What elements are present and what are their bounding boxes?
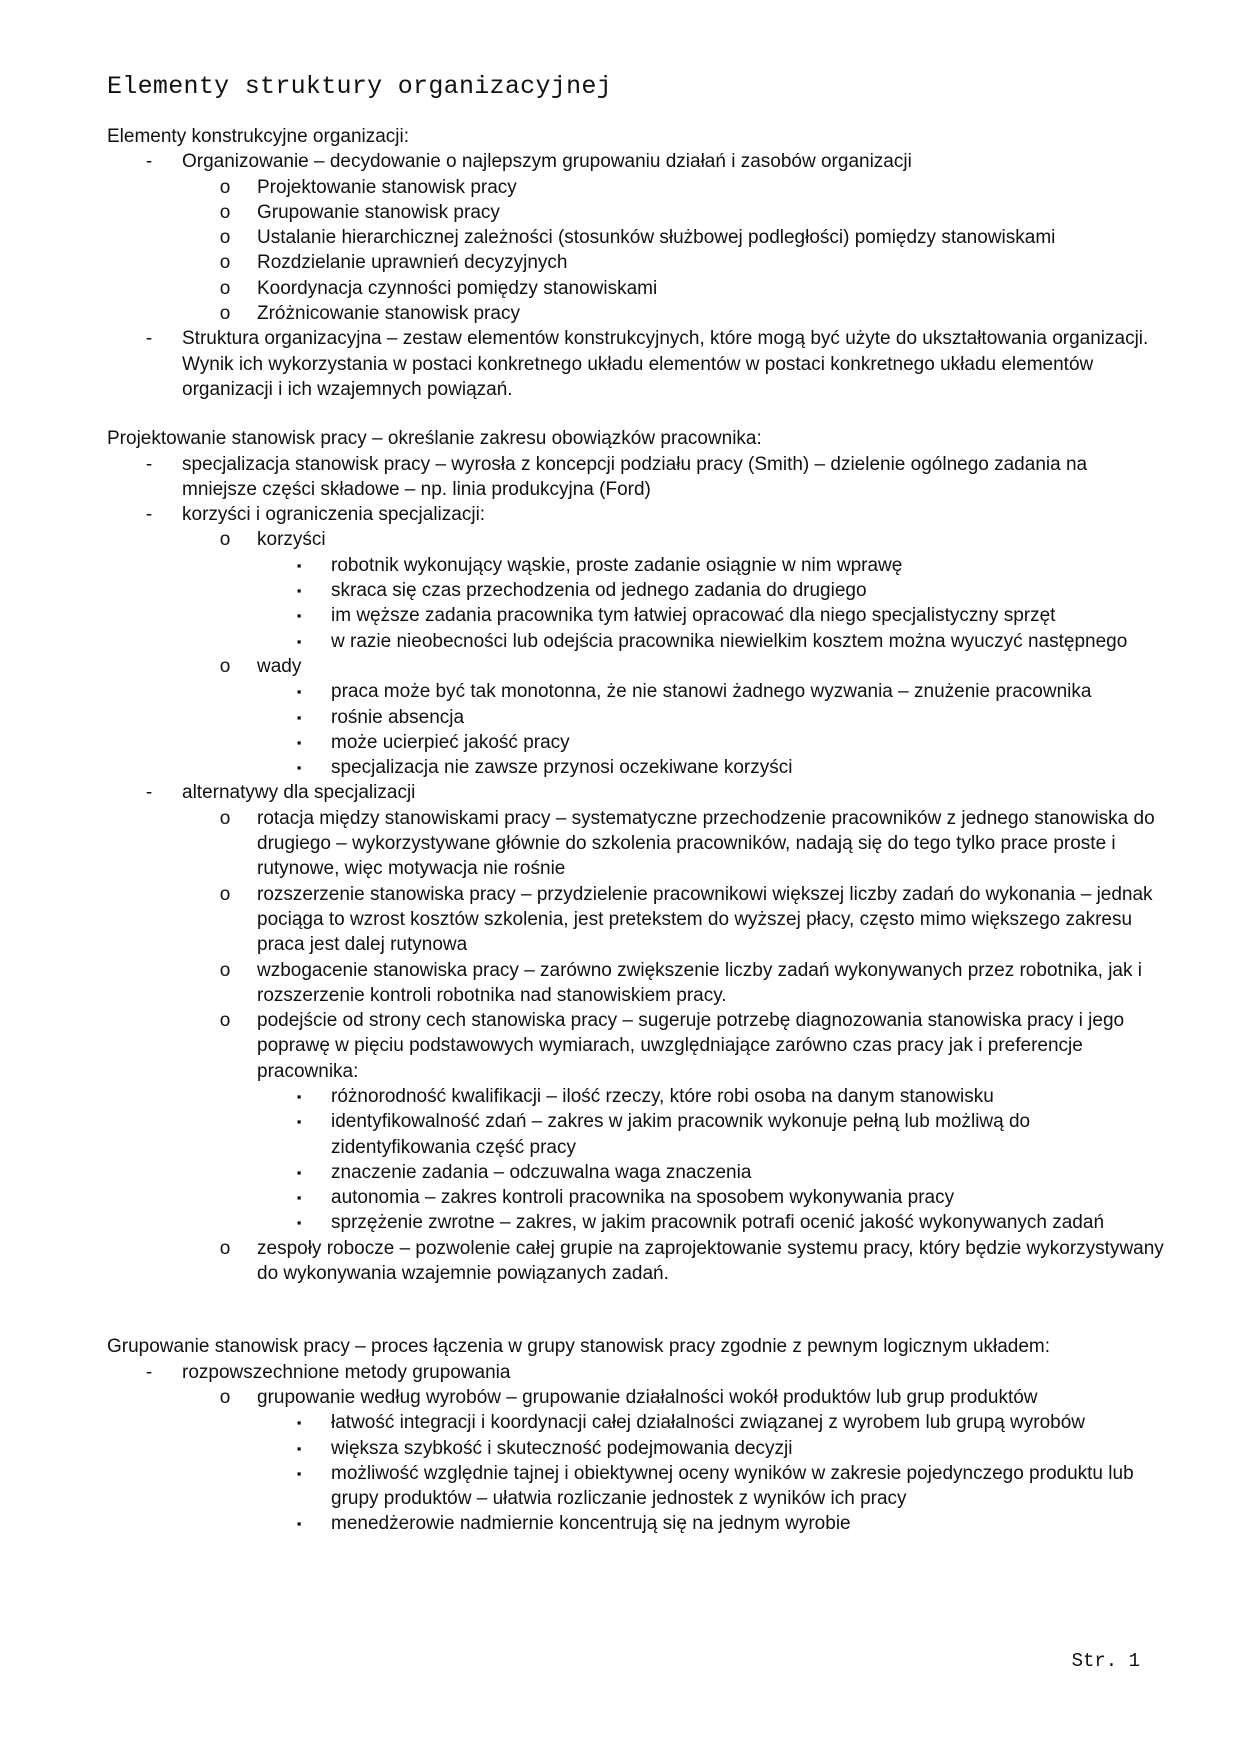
page-number: Str. 1 <box>1071 1650 1140 1672</box>
dash-bullet: - <box>145 453 153 475</box>
list-item-text: rośnie absencja <box>331 706 465 728</box>
list-item <box>107 1360 1167 1385</box>
list-item <box>107 1210 1167 1235</box>
square-bullet: ▪ <box>296 709 302 725</box>
list-item <box>107 1436 1167 1461</box>
list-item-text: skraca się czas przechodzenia od jednego zadania do drugiego <box>331 580 867 602</box>
circle-bullet: o <box>219 959 231 981</box>
section-intro: Grupowanie stanowisk pracy – proces łączenia w grupy stanowisk pracy zgodnie z pewnym logicznym układem: <box>107 1336 1051 1358</box>
list-item-text: praca może być tak monotonna, że nie stanowi żadnego wyzwania – znużenie pracownika <box>331 681 1092 703</box>
list-item <box>107 705 1167 730</box>
list-item <box>107 502 1167 527</box>
dash-bullet: - <box>145 504 153 526</box>
square-bullet: ▪ <box>296 583 302 599</box>
list-item <box>107 326 1167 402</box>
list-item-text: Grupowanie stanowisk pracy <box>257 201 500 223</box>
list-item <box>107 882 1167 958</box>
list-item <box>107 755 1167 780</box>
circle-bullet: o <box>219 529 231 551</box>
list-item-text: możliwość względnie tajnej i obiektywnej oceny wyników w zakresie pojedynczego produktu lub grupy produktów – ułatwia rozliczanie jednostek z wyników ich pracy <box>331 1462 1134 1510</box>
dash-bullet: - <box>145 782 153 804</box>
list-item-text: może ucierpieć jakość pracy <box>331 731 570 753</box>
list-item <box>107 730 1167 755</box>
square-bullet: ▪ <box>296 734 302 750</box>
list-item <box>107 958 1167 1009</box>
list-item <box>107 250 1167 275</box>
list-item-text: Organizowanie – decydowanie o najlepszym grupowaniu działań i zasobów organizacji <box>182 151 912 173</box>
list-item-text: podejście od strony cech stanowiska pracy – sugeruje potrzebę diagnozowania stanowiska pracy i jego poprawę w pięciu podstawowych wymiarach, uwzględniające zarówno czas pracy jak i preferencje pracownika: <box>257 1010 1125 1082</box>
circle-bullet: o <box>219 883 231 905</box>
circle-bullet: o <box>219 252 231 274</box>
list-item-text: różnorodność kwalifikacji – ilość rzeczy, które robi osoba na danym stanowisku <box>331 1085 994 1107</box>
square-bullet: ▪ <box>296 760 302 776</box>
list-item-text: specjalizacja nie zawsze przynosi oczekiwane korzyści <box>331 757 793 779</box>
circle-bullet: o <box>219 227 231 249</box>
list-item-text: identyfikowalność zdań – zakres w jakim pracownik wykonuje pełną lub możliwą do zidentyfikowania część pracy <box>331 1111 1031 1158</box>
list-item <box>107 225 1167 250</box>
circle-bullet: o <box>219 201 231 223</box>
square-bullet: ▪ <box>296 1164 302 1180</box>
list-item <box>107 175 1167 200</box>
list-item-text: wady <box>257 655 302 677</box>
square-bullet: ▪ <box>296 633 302 649</box>
list-item-text: większa szybkość i skuteczność podejmowania decyzji <box>331 1437 793 1459</box>
list-item-text: zespoły robocze – pozwolenie całej grupie na zaprojektowanie systemu pracy, który będzie wykorzystywany do wykonywania wzajemnie powiązanych zadań. <box>257 1237 1164 1285</box>
list-item-text: rotacja między stanowiskami pracy – systematyczne przechodzenie pracowników z jednego stanowiska do drugiego – wykorzystywane głównie do szkolenia pracowników, nadają się do tego tylko prace proste i rutynowe, więc motywacja nie rośnie <box>257 807 1155 880</box>
section-intro: Projektowanie stanowisk pracy – określanie zakresu obowiązków pracownika: <box>107 428 762 450</box>
square-bullet: ▪ <box>296 1440 302 1456</box>
square-bullet: ▪ <box>296 1215 302 1231</box>
list-item <box>107 679 1167 704</box>
list-item <box>107 1185 1167 1210</box>
list-item <box>107 553 1167 578</box>
list-item <box>107 149 1167 174</box>
list-item-text: im węższe zadania pracownika tym łatwiej opracować dla niego specjalistyczny sprzęt <box>331 605 1056 627</box>
list-item-text: Ustalanie hierarchicznej zależności (stosunków służbowej podległości) pomiędzy stanowiskami <box>257 227 1056 249</box>
section-intro: Elementy konstrukcyjne organizacji: <box>107 126 410 147</box>
square-bullet: ▪ <box>296 1088 302 1104</box>
list-item-text: menedżerowie nadmiernie koncentrują się na jednym wyrobie <box>331 1513 851 1535</box>
document-body <box>107 124 1167 1537</box>
list-item-text: Projektowanie stanowisk pracy <box>257 176 517 198</box>
list-item-text: specjalizacja stanowisk pracy – wyrosła z koncepcji podziału pracy (Smith) – dzielenie ogólnego zadania na mniejsze części składowe – np. linia produkcyjna (Ford) <box>182 453 1088 500</box>
square-bullet: ▪ <box>296 1465 302 1481</box>
list-item-text: znaczenie zadania – odczuwalna waga znaczenia <box>331 1161 752 1183</box>
list-item-text: Struktura organizacyjna – zestaw elementów konstrukcyjnych, które mogą być użyte do ukształtowania organizacji. Wynik ich wykorzystania w postaci konkretnego układu elementów w postaci konkretnego układu elementów organizacji i ich wzajemnych powiązań. <box>182 328 1149 400</box>
list-item <box>107 200 1167 225</box>
list-item <box>107 452 1167 503</box>
list-item <box>107 1461 1167 1512</box>
square-bullet: ▪ <box>296 1516 302 1532</box>
list-item <box>107 1008 1167 1084</box>
list-item <box>107 578 1167 603</box>
spacer <box>107 1286 1167 1334</box>
list-item <box>107 1410 1167 1435</box>
circle-bullet: o <box>219 807 231 829</box>
dash-bullet: - <box>145 151 153 173</box>
list-item-text: grupowanie według wyrobów – grupowanie działalności wokół produktów lub grup produktów <box>257 1386 1038 1408</box>
list-item <box>107 654 1167 679</box>
list-item-text: autonomia – zakres kontroli pracownika na sposobem wykonywania pracy <box>331 1187 955 1209</box>
circle-bullet: o <box>219 655 231 677</box>
dash-bullet: - <box>145 328 153 350</box>
square-bullet: ▪ <box>296 1415 302 1431</box>
list-item <box>107 1109 1167 1160</box>
list-item <box>107 1236 1167 1287</box>
list-item <box>107 1511 1167 1536</box>
square-bullet: ▪ <box>296 684 302 700</box>
list-item <box>107 603 1167 628</box>
list-item-text: Rozdzielanie uprawnień decyzyjnych <box>257 252 568 274</box>
list-item-text: w razie nieobecności lub odejścia pracownika niewielkim kosztem można wyuczyć następnego <box>331 630 1128 652</box>
list-item <box>107 301 1167 326</box>
square-bullet: ▪ <box>296 1190 302 1206</box>
spacer <box>107 402 1167 426</box>
list-item-text: łatwość integracji i koordynacji całej działalności związanej z wyrobem lub grupą wyrobów <box>331 1412 1086 1434</box>
list-item <box>107 806 1167 882</box>
square-bullet: ▪ <box>296 1114 302 1130</box>
list-item-text: robotnik wykonujący wąskie, proste zadanie osiągnie w nim wprawę <box>331 554 903 576</box>
list-item <box>107 629 1167 654</box>
list-item-text: Koordynacja czynności pomiędzy stanowiskami <box>257 277 658 299</box>
circle-bullet: o <box>219 303 231 325</box>
list-item-text: sprzężenie zwrotne – zakres, w jakim pracownik potrafi ocenić jakość wykonywanych zadań <box>331 1212 1105 1234</box>
list-item <box>107 1084 1167 1109</box>
list-item-text: wzbogacenie stanowiska pracy – zarówno zwiększenie liczby zadań wykonywanych przez robotnika, jak i rozszerzenie kontroli robotnika nad stanowiskiem pracy. <box>257 959 1142 1006</box>
list-item-text: korzyści i ograniczenia specjalizacji: <box>182 504 486 526</box>
list-item <box>107 527 1167 552</box>
square-bullet: ▪ <box>296 557 302 573</box>
list-item-text: alternatywy dla specjalizacji <box>182 782 416 804</box>
circle-bullet: o <box>219 1386 231 1408</box>
list-item <box>107 780 1167 805</box>
document-title: Elementy struktury organizacyjnej <box>107 72 612 101</box>
list-item <box>107 1160 1167 1185</box>
square-bullet: ▪ <box>296 608 302 624</box>
circle-bullet: o <box>219 176 231 198</box>
circle-bullet: o <box>219 277 231 299</box>
circle-bullet: o <box>219 1010 231 1032</box>
list-item-text: rozszerzenie stanowiska pracy – przydzielenie pracownikowi większej liczby zadań do wykonania – jednak pociąga to wzrost kosztów szkolenia, jest pretekstem do wyższej płacy, często mimo większego zakresu praca jest dalej rutynowa <box>257 883 1153 956</box>
list-item <box>107 1385 1167 1410</box>
circle-bullet: o <box>219 1237 231 1259</box>
list-item-text: Zróżnicowanie stanowisk pracy <box>257 303 520 325</box>
list-item-text: rozpowszechnione metody grupowania <box>182 1361 511 1383</box>
list-item <box>107 276 1167 301</box>
list-item-text: korzyści <box>257 529 326 551</box>
dash-bullet: - <box>145 1361 153 1383</box>
